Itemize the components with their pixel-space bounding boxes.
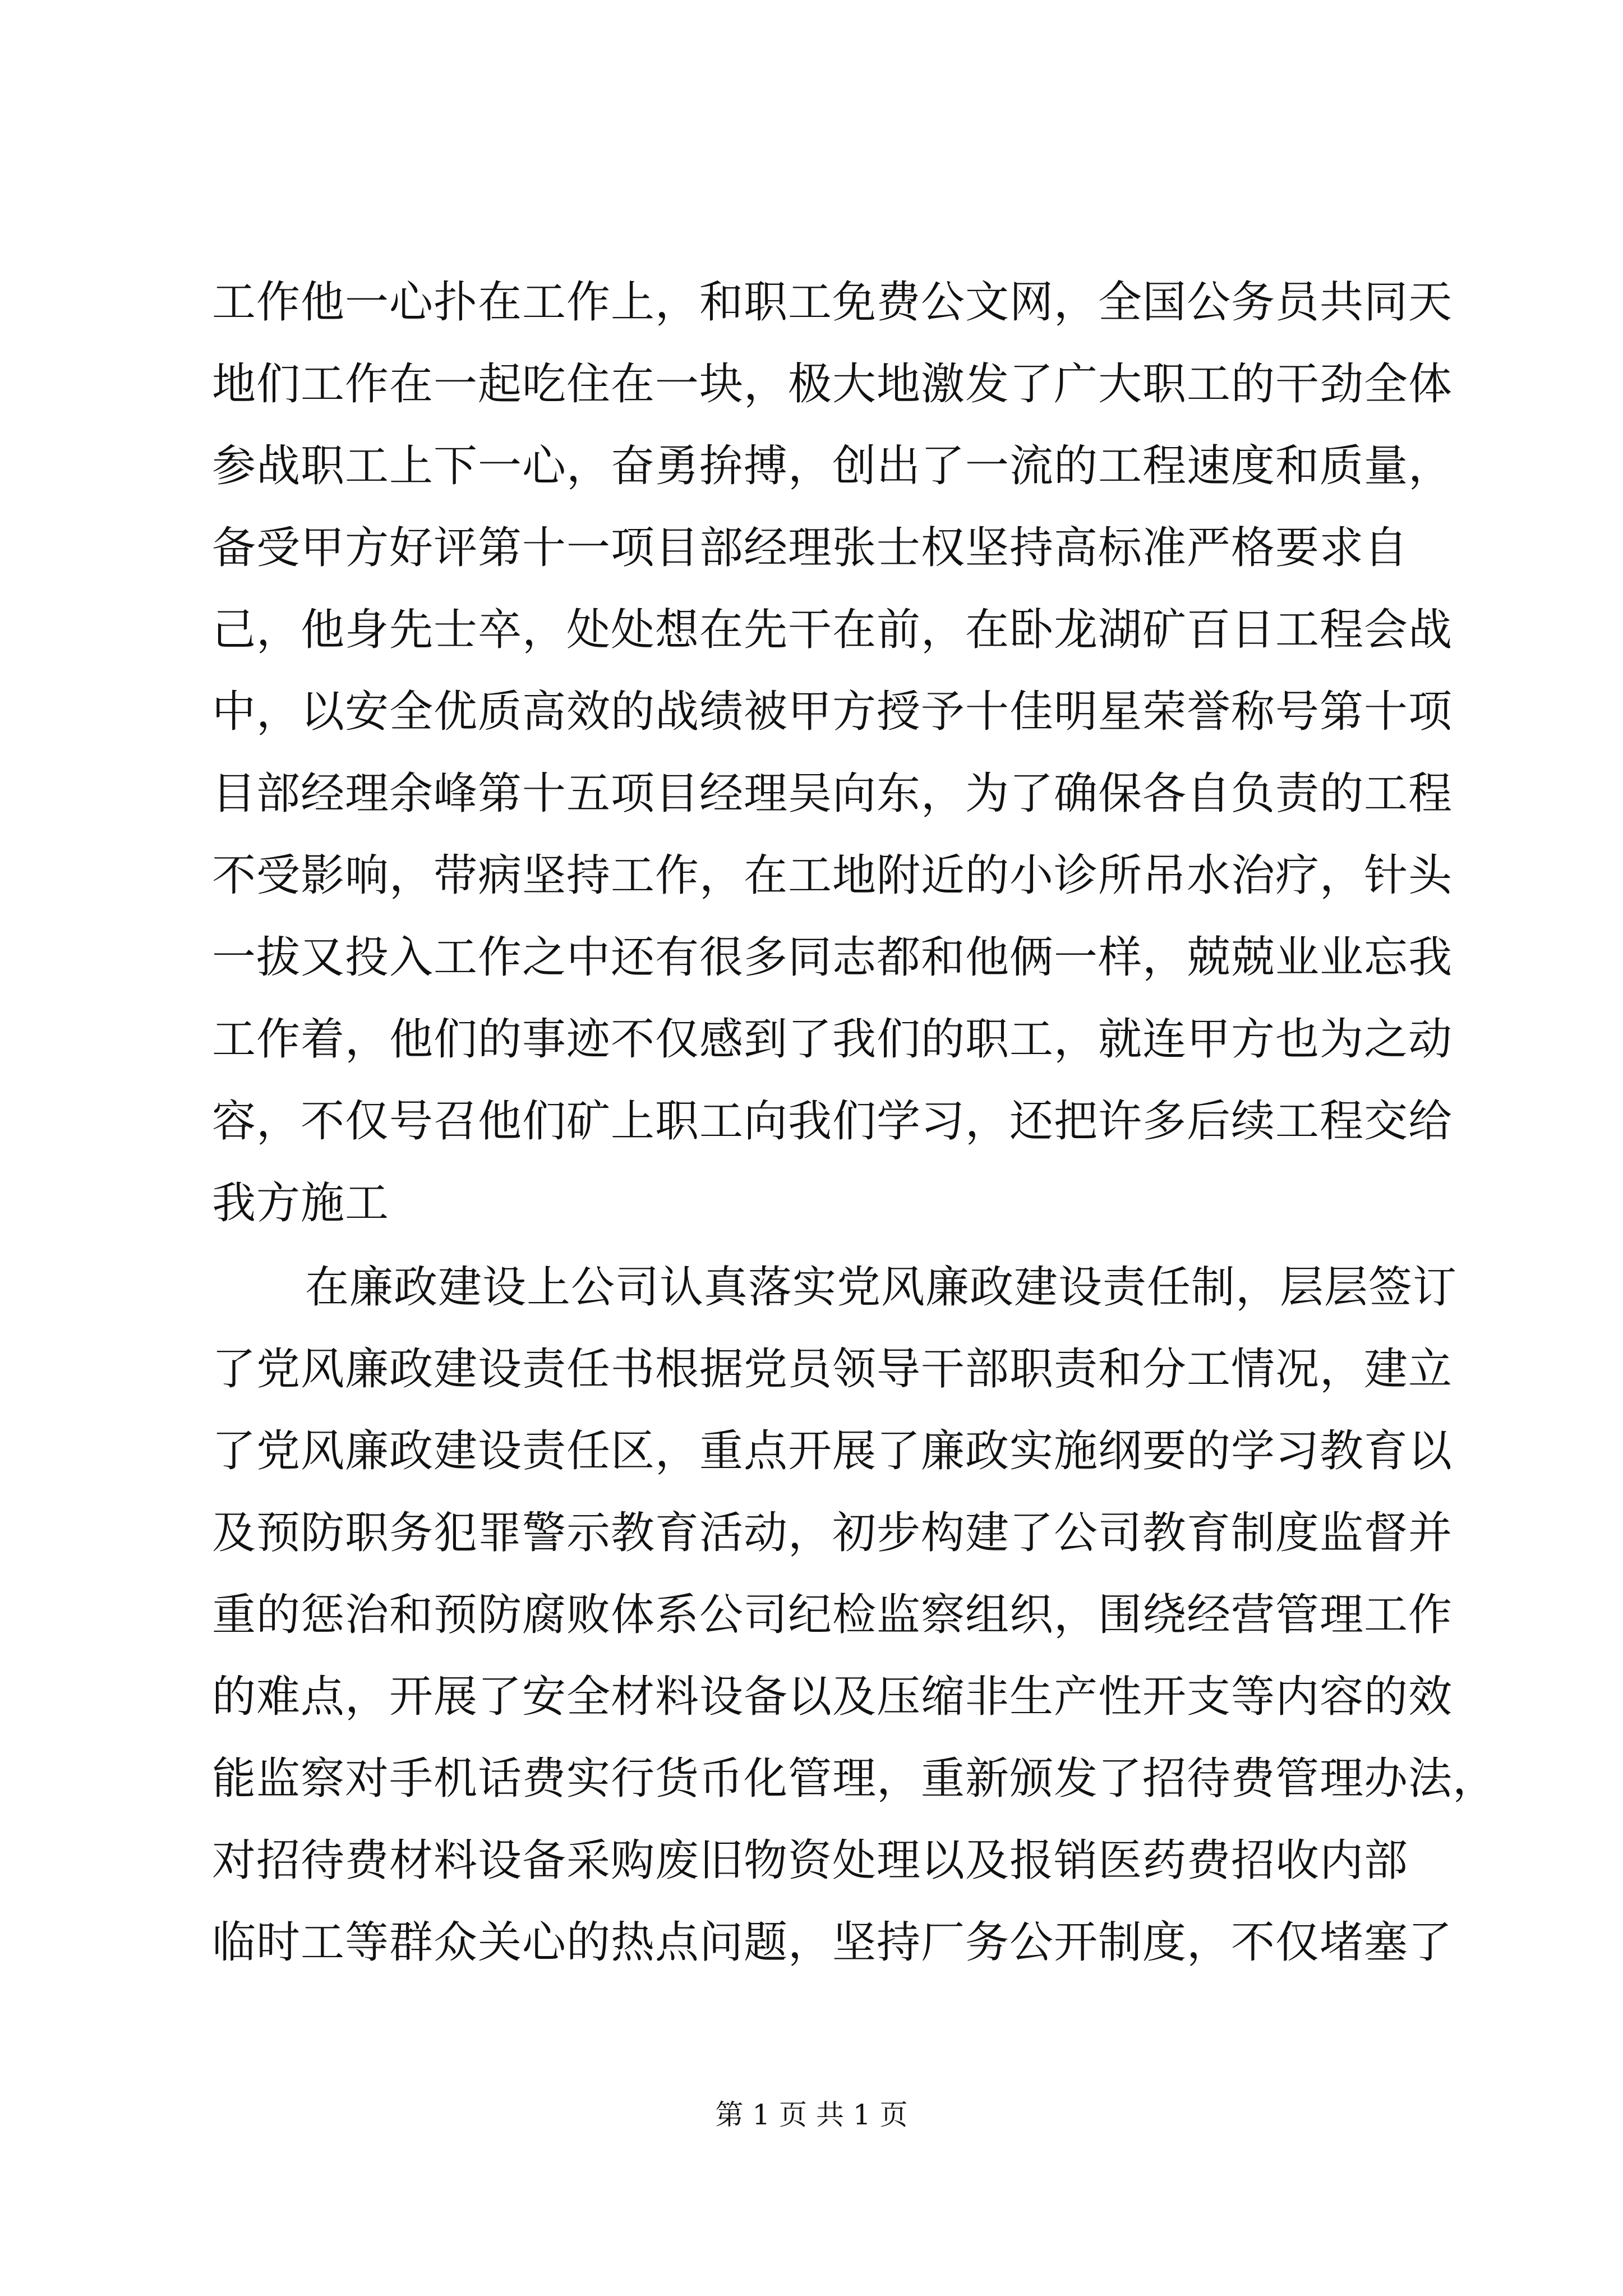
text-line: 能监察对手机话费实行货币化管理，重新颁发了招待费管理办法， [212,1754,1497,1804]
text-line: 在廉政建设上公司认真落实党风廉政建设责任制，层层签订 [305,1262,1458,1313]
text-line: 目部经理余峰第十五项目经理吴向东，为了确保各自负责的工程 [212,769,1453,819]
text-line: 临时工等群众关心的热点问题，坚持厂务公开制度，不仅堵塞了 [212,1917,1453,1968]
text-line: 了党风廉政建设责任书根据党员领导干部职责和分工情况，建立 [212,1344,1453,1395]
body-text [212,261,1497,1984]
text-line: 工作着，他们的事迹不仅感到了我们的职工，就连甲方也为之动 [212,1014,1453,1065]
paragraph-2 [212,1246,1497,1984]
text-line: 地们工作在一起吃住在一块，极大地激发了广大职工的干劲全体 [212,359,1453,409]
text-line: 对招待费材料设备采购废旧物资处理以及报销医药费招收内部 [212,1835,1409,1886]
text-line: 了党风廉政建设责任区，重点开展了廉政实施纲要的学习教育以 [212,1426,1453,1476]
text-line: 参战职工上下一心，奋勇拚搏，创出了一流的工程速度和质量， [212,441,1453,491]
text-line: 工作他一心扑在工作上，和职工免费公文网，全国公务员共同天 [212,277,1453,328]
text-line: 中，以安全优质高效的战绩被甲方授予十佳明星荣誉称号第十项 [212,687,1453,737]
page-number: 第 1 页 共 1 页 [715,2099,908,2131]
text-line: 不受影响，带病坚持工作，在工地附近的小诊所吊水治疗，针头 [212,850,1453,901]
text-line: 我方施工 [212,1178,390,1228]
text-line: 一拔又投入工作之中还有很多同志都和他俩一样，兢兢业业忘我 [212,932,1453,983]
text-line: 备受甲方好评第十一项目部经理张士权坚持高标准严格要求自 [212,523,1409,573]
text-line: 容，不仅号召他们矿上职工向我们学习，还把许多后续工程交给 [212,1096,1453,1147]
text-line: 重的惩治和预防腐败体系公司纪检监察组织，围绕经营管理工作 [212,1590,1453,1640]
text-line: 己，他身先士卒，处处想在先干在前，在卧龙湖矿百日工程会战 [212,605,1453,655]
text-line: 及预防职务犯罪警示教育活动，初步构建了公司教育制度监督并 [212,1508,1453,1558]
paragraph-1 [212,261,1457,1244]
text-line: 的难点，开展了安全材料设备以及压缩非生产性开支等内容的效 [212,1672,1453,1722]
